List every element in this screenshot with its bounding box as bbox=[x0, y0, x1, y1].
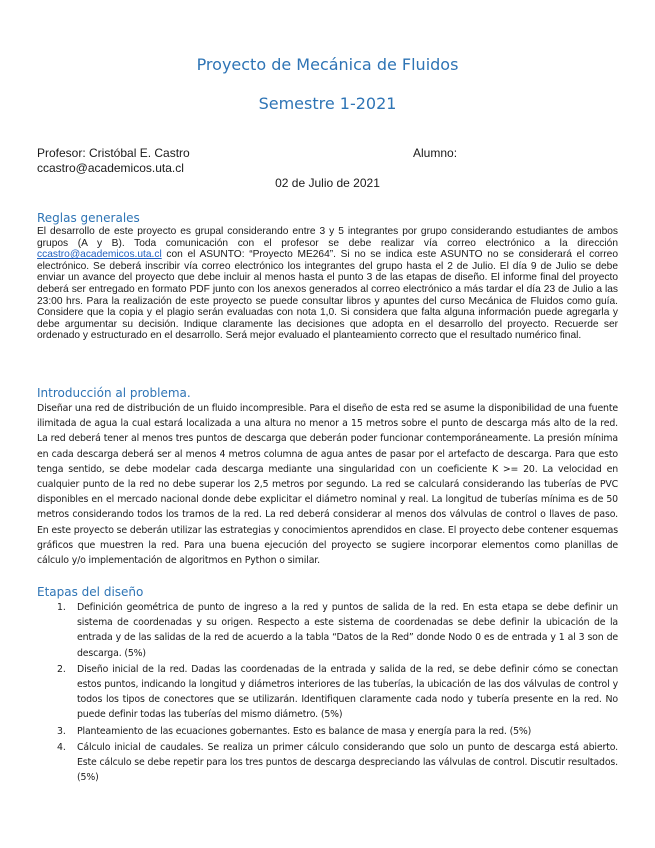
professor-email-link[interactable]: ccastro@academicos.uta.cl bbox=[37, 249, 162, 261]
list-item-number: 1. bbox=[57, 602, 66, 613]
list-item bbox=[37, 724, 618, 739]
list-item-number: 3. bbox=[57, 725, 66, 737]
etapas-list bbox=[37, 600, 618, 786]
list-item bbox=[37, 600, 618, 661]
list-item-text: Definición geométrica de punto de ingreso a la red y puntos de salida de la red. En esta etapa se debe definir un sistema de coordenadas y su origen. Respecto a este sistema de coordenadas se debe definir la ubicación de la entrada y de las salidas de la red de acuerdo a la tabla “Datos de la Red” donde Nodo 0 es de entrada y 1 al 3 son de descarga. (5%) bbox=[77, 602, 618, 659]
reglas-text-before-link: El desarrollo de este proyecto es grupal considerando entre 3 y 5 integrantes por grupo considerando estudiantes de ambos grupos (A y B). Toda comunicación con el profesor se debe realizar vía correo electrónico a la dirección bbox=[37, 226, 618, 249]
introduccion-paragraph: Diseñar una red de distribución de un fluido incompresible. Para el diseño de esta red se asume la disponibilidad de una fuente ilimitada de agua la cual estará localizada a una altura no menor a 15 metros sobre el punto de descarga más alto de la red. La red deberá tener al menos tres puntos de descarga que deberán poder funcionar contemporáneamente. La presión mínima en cada descarga deberá ser al menos 4 metros columna de agua antes de pasar por el artefacto de descarga. Para que esto tenga sentido, se debe modelar cada descarga mediante una singularidad con un coeficiente K >= 20. La velocidad en cualquier punto de la red no debe superar los 2,5 metros por segundo. La red se calculará considerando las tuberías de PVC disponibles en el mercado nacional donde debe explicitar el diámetro nominal y real. La longitud de tuberías mínima es de 50 metros considerando todos los tramos de la red. La red deberá considerar al menos dos válvulas de control o llaves de paso. En este proyecto se deberán utilizar las estrategias y conocimientos aprendidos en clase. El proyecto debe contener esquemas gráficos que muestren la red. Para una buena ejecución del proyecto se sugiere incorporar elementos como planillas de cálculo y/o implementación de algoritmos en Python o similar. bbox=[37, 403, 618, 567]
etapas-heading: Etapas del diseño bbox=[37, 585, 144, 599]
list-item-text: Cálculo inicial de caudales. Se realiza un primer cálculo considerando que solo un punto de descarga está abierto. Este cálculo se debe repetir para los tres puntos de descarga despreciando las válvulas de control. Discutir resultados. (5%) bbox=[77, 741, 618, 784]
list-item-text: Diseño inicial de la red. Dadas las coordenadas de la entrada y salida de la red, se debe definir cómo se conectan estos puntos, indicando la longitud y diámetros interiores de las tuberías, la ubicación de las dos válvulas de control y todos los tipos de conectores que se utilizarán. Identifiquen claramente cada nodo y tubería presente en la red. No puede definir todas las tuberías del mismo diámetro. (5%) bbox=[77, 663, 618, 721]
list-item-number: 2. bbox=[57, 663, 66, 675]
reglas-paragraph bbox=[37, 226, 618, 342]
list-item bbox=[37, 740, 618, 786]
document-title: Proyecto de Mecánica de Fluidos bbox=[196, 55, 459, 74]
document-subtitle: Semestre 1-2021 bbox=[258, 94, 397, 113]
list-item-text: Planteamiento de las ecuaciones gobernantes. Esto es balance de masa y energía para la red. (5%) bbox=[77, 725, 532, 737]
document-date: 02 de Julio de 2021 bbox=[275, 176, 380, 190]
list-item-number: 4. bbox=[57, 741, 66, 753]
reglas-heading: Reglas generales bbox=[37, 211, 140, 225]
professor-name: Profesor: Cristóbal E. Castro bbox=[37, 146, 190, 160]
reglas-text-after-link: con el ASUNTO: “Proyecto ME264”. Si no se indica este ASUNTO no se considerará el correo electrónico. Se deberá inscribir vía correo electrónico los integrantes del grupo hasta el 2 de Julio. El día 9 de Julio se debe enviar un avance del proyecto que debe incluir al menos hasta el punto 3 de las etapas de diseño. El informe final del proyecto deberá ser entregado en formato PDF junto con los anexos generados al correo electrónico a más tardar el día 23 de Julio a las 23:00 hrs. Para la realización de este proyecto se puede consultar libros y apuntes del curso Mecánica de Fluidos como guía. Considere que la copia y el plagio serán evaluadas con nota 1,0. Si considera que falta alguna información puede agregarla y debe argumentar su decisión. Indique claramente las decisiones que adopta en el desarrollo del proyecto. Recuerde ser ordenado y estructurado en el desarrollo. Será mejor evaluado el planteamiento correcto que el resultado numérico final. bbox=[37, 249, 618, 342]
student-label: Alumno: bbox=[413, 146, 458, 160]
professor-email: ccastro@academicos.uta.cl bbox=[37, 161, 184, 175]
introduccion-heading: Introducción al problema. bbox=[37, 386, 191, 400]
list-item bbox=[37, 662, 618, 723]
